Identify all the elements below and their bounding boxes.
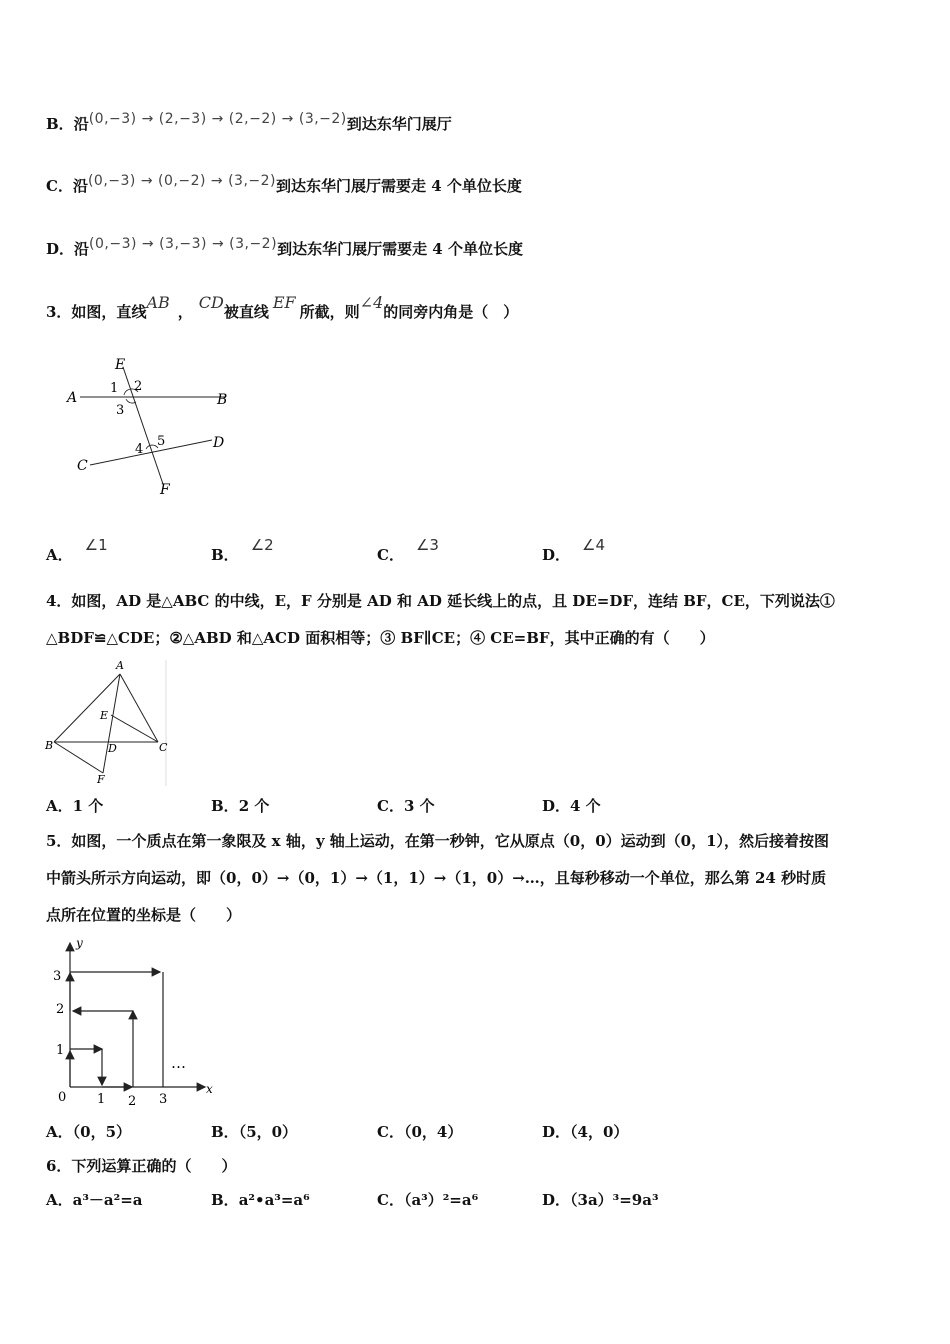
q5-stem-line3: 点所在位置的坐标是（ ） bbox=[46, 906, 242, 924]
x-tick-3: 3 bbox=[159, 1092, 168, 1107]
q5-stem-line2: 中箭头所示方向运动，即（0，0）→（0，1）→（1，1）→（1，0）→…，且每秒移动一个单位，那么第 24 秒时质 bbox=[46, 869, 827, 887]
q4-stem-line2: △BDF≌△CDE；②△ABD 和△ACD 面积相等；③ BF∥CE；④ CE=BF，其中正确的有（ ） bbox=[46, 629, 715, 647]
q5-option-a[interactable]: A．（0，5） bbox=[46, 1123, 132, 1141]
q6-option-a[interactable]: A．a³－a²=a bbox=[46, 1191, 143, 1209]
q4-option-b[interactable]: B．2 个 bbox=[211, 797, 270, 815]
q2-option-b-path: (0,−3) → (2,−3) → (2,−2) → (3,−2) bbox=[88, 111, 347, 127]
q2-option-d-path: (0,−3) → (3,−3) → (3,−2) bbox=[89, 236, 278, 252]
label-e: E bbox=[115, 357, 126, 373]
q5-stem-line1: 5．如图，一个质点在第一象限及 x 轴，y 轴上运动，在第一秒钟，它从原点（0，0）运动到（0，1），然后接着按图 bbox=[46, 832, 830, 850]
q6-option-c[interactable]: C．（a³）²=a⁶ bbox=[377, 1191, 479, 1209]
label-d: D bbox=[213, 435, 225, 451]
q4-stem-line1: 4．如图，AD 是△ABC 的中线，E，F 分别是 AD 和 AD 延长线上的点，且 DE=DF，连结 BF，CE，下列说法① bbox=[46, 592, 835, 610]
q3-stem: 3．如图，直线AB ， CD被直线 EF 所截，则∠4的同旁内角是（ ） bbox=[46, 293, 519, 321]
angle-4: ∠4 bbox=[359, 293, 384, 312]
q4-option-a[interactable]: A．1 个 bbox=[46, 797, 104, 815]
y-tick-1: 1 bbox=[56, 1043, 65, 1058]
tri-label-a: A bbox=[116, 659, 124, 672]
label-a: A bbox=[67, 390, 78, 406]
angle-label-5: 5 bbox=[157, 434, 166, 449]
angle-label-1: 1 bbox=[110, 381, 119, 396]
axis-label-y: y bbox=[76, 936, 83, 950]
q2-option-c[interactable]: C．沿(0,−3) → (0,−2) → (3,−2)到达东华门展厅需要走 4 个单位长度 bbox=[46, 173, 522, 195]
q5-option-b[interactable]: B．（5，0） bbox=[211, 1123, 298, 1141]
label-f: F bbox=[160, 482, 170, 498]
q5-figure bbox=[50, 935, 220, 1110]
label-b: B bbox=[217, 392, 228, 408]
label-c: C bbox=[77, 458, 88, 474]
origin-label: 0 bbox=[58, 1090, 67, 1105]
q3-option-a[interactable]: A．∠1 bbox=[46, 536, 108, 564]
q4-option-d[interactable]: D．4 个 bbox=[542, 797, 601, 815]
tri-label-f: F bbox=[97, 773, 105, 786]
angle-label-3: 3 bbox=[116, 403, 125, 418]
q6-stem: 6．下列运算正确的（ ） bbox=[46, 1157, 237, 1175]
q4-figure bbox=[44, 660, 170, 786]
continuation-dots: … bbox=[171, 1054, 186, 1072]
q6-option-d[interactable]: D．（3a）³=9a³ bbox=[542, 1191, 659, 1209]
tri-label-e: E bbox=[100, 709, 109, 722]
x-tick-2: 2 bbox=[128, 1094, 137, 1109]
tri-label-b: B bbox=[45, 739, 54, 752]
q3-option-b[interactable]: B．∠2 bbox=[211, 536, 274, 564]
y-tick-3: 3 bbox=[53, 969, 62, 984]
tri-label-c: C bbox=[159, 741, 168, 754]
line-ab: AB bbox=[146, 293, 170, 312]
line-ef: EF bbox=[272, 293, 296, 312]
axis-label-x: x bbox=[206, 1082, 213, 1096]
tri-label-d: D bbox=[108, 742, 117, 755]
q3-option-c[interactable]: C．∠3 bbox=[377, 536, 439, 564]
line-cd: CD bbox=[198, 293, 224, 312]
q5-option-d[interactable]: D．（4，0） bbox=[542, 1123, 629, 1141]
angle-label-2: 2 bbox=[134, 379, 143, 394]
q2-option-b[interactable]: B．沿(0,−3) → (2,−3) → (2,−2) → (3,−2)到达东华门展厅 bbox=[46, 111, 452, 133]
x-tick-1: 1 bbox=[97, 1092, 106, 1107]
q2-option-c-path: (0,−3) → (0,−2) → (3,−2) bbox=[87, 173, 276, 189]
q3-option-d[interactable]: D．∠4 bbox=[542, 536, 606, 564]
y-tick-2: 2 bbox=[56, 1002, 65, 1017]
q4-option-c[interactable]: C．3 个 bbox=[377, 797, 435, 815]
angle-label-4: 4 bbox=[135, 442, 144, 457]
q2-option-d[interactable]: D．沿(0,−3) → (3,−3) → (3,−2)到达东华门展厅需要走 4 个单位长度 bbox=[46, 236, 523, 258]
q3-figure bbox=[60, 352, 240, 500]
q5-option-c[interactable]: C．（0，4） bbox=[377, 1123, 463, 1141]
q6-option-b[interactable]: B．a²•a³=a⁶ bbox=[211, 1191, 310, 1209]
